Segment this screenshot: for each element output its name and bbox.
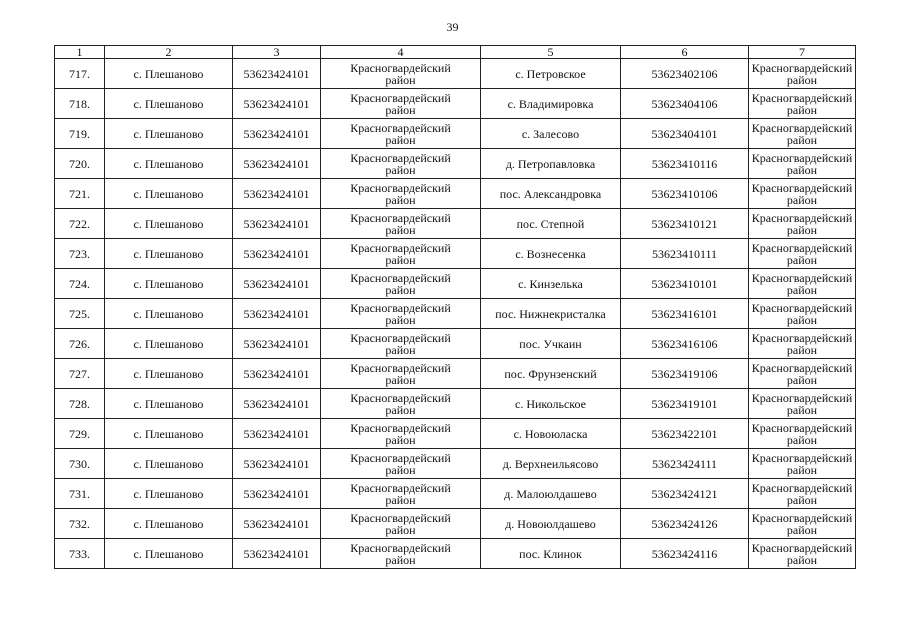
column-number-row — [55, 46, 856, 59]
table-row — [55, 509, 856, 539]
destination-settlement: д. Петропавловка — [481, 149, 621, 179]
origin-oktmo-code: 53623424101 — [233, 239, 321, 269]
destination-district — [749, 509, 856, 539]
destination-district-line: район — [786, 72, 818, 87]
page-number: 39 — [446, 20, 459, 34]
origin-oktmo-code: 53623424101 — [233, 59, 321, 89]
origin-settlement: с. Плешаново — [105, 179, 233, 209]
origin-district-line: Красногвардейский — [350, 240, 451, 255]
origin-district-line: Красногвардейский — [350, 300, 451, 315]
origin-settlement: с. Плешаново — [105, 119, 233, 149]
table-body — [55, 59, 856, 569]
table-row — [55, 59, 856, 89]
origin-district-line: Красногвардейский — [350, 90, 451, 105]
origin-settlement: с. Плешаново — [105, 509, 233, 539]
destination-district-line: Красногвардейский — [751, 180, 853, 195]
origin-oktmo-code: 53623424101 — [233, 149, 321, 179]
destination-district — [749, 89, 856, 119]
destination-district — [749, 239, 856, 269]
destination-district-line: район — [786, 522, 818, 537]
row-number: 720. — [55, 149, 105, 179]
destination-district — [749, 359, 856, 389]
origin-oktmo-code: 53623424101 — [233, 329, 321, 359]
table-row — [55, 539, 856, 569]
origin-district-line: район — [385, 342, 416, 357]
destination-district-line: Красногвардейский — [751, 120, 853, 135]
destination-district — [749, 389, 856, 419]
origin-district-line: район — [385, 222, 416, 237]
origin-district-line: Красногвардейский — [350, 450, 451, 465]
table-row — [55, 329, 856, 359]
destination-settlement: с. Никольское — [481, 389, 621, 419]
row-number: 722. — [55, 209, 105, 239]
destination-settlement: пос. Фрунзенский — [481, 359, 621, 389]
origin-district-line: Красногвардейский — [350, 420, 451, 435]
destination-district-line: район — [786, 492, 818, 507]
settlements-table — [54, 45, 856, 569]
destination-district-line: район — [786, 162, 818, 177]
destination-oktmo-code: 53623424111 — [621, 449, 749, 479]
origin-settlement: с. Плешаново — [105, 209, 233, 239]
row-number: 733. — [55, 539, 105, 569]
origin-oktmo-code: 53623424101 — [233, 209, 321, 239]
table-row — [55, 389, 856, 419]
origin-district — [321, 119, 481, 149]
origin-settlement: с. Плешаново — [105, 359, 233, 389]
origin-oktmo-code: 53623424101 — [233, 269, 321, 299]
origin-settlement: с. Плешаново — [105, 239, 233, 269]
column-header: 7 — [749, 46, 856, 59]
destination-district-line: Красногвардейский — [751, 360, 853, 375]
origin-district-line: Красногвардейский — [350, 150, 451, 165]
origin-oktmo-code: 53623424101 — [233, 179, 321, 209]
origin-oktmo-code: 53623424101 — [233, 389, 321, 419]
destination-district — [749, 119, 856, 149]
origin-district-line: Красногвардейский — [350, 360, 451, 375]
origin-oktmo-code: 53623424101 — [233, 449, 321, 479]
origin-district — [321, 449, 481, 479]
origin-district — [321, 149, 481, 179]
origin-settlement: с. Плешаново — [105, 329, 233, 359]
destination-district-line: район — [786, 102, 818, 117]
destination-district-line: Красногвардейский — [751, 480, 853, 495]
origin-district — [321, 419, 481, 449]
destination-oktmo-code: 53623424121 — [621, 479, 749, 509]
table-row — [55, 89, 856, 119]
destination-district-line: район — [786, 462, 818, 477]
destination-oktmo-code: 53623419106 — [621, 359, 749, 389]
destination-district-line: район — [786, 342, 818, 357]
origin-district-line: Красногвардейский — [350, 480, 451, 495]
destination-district — [749, 479, 856, 509]
destination-settlement: с. Владимировка — [481, 89, 621, 119]
origin-oktmo-code: 53623424101 — [233, 119, 321, 149]
origin-district-line: район — [385, 102, 416, 117]
row-number: 725. — [55, 299, 105, 329]
origin-oktmo-code: 53623424101 — [233, 479, 321, 509]
origin-oktmo-code: 53623424101 — [233, 89, 321, 119]
destination-district — [749, 299, 856, 329]
destination-settlement: д. Новоюлдашево — [481, 509, 621, 539]
destination-district-line: Красногвардейский — [751, 150, 853, 165]
destination-settlement: пос. Александровка — [481, 179, 621, 209]
destination-district-line: район — [786, 222, 818, 237]
table-row — [55, 449, 856, 479]
origin-district-line: район — [385, 312, 416, 327]
destination-oktmo-code: 53623410121 — [621, 209, 749, 239]
origin-oktmo-code: 53623424101 — [233, 509, 321, 539]
destination-district — [749, 149, 856, 179]
origin-settlement: с. Плешаново — [105, 59, 233, 89]
origin-district-line: Красногвардейский — [350, 60, 451, 75]
destination-oktmo-code: 53623410101 — [621, 269, 749, 299]
destination-settlement: с. Петровское — [481, 59, 621, 89]
origin-settlement: с. Плешаново — [105, 539, 233, 569]
destination-oktmo-code: 53623410106 — [621, 179, 749, 209]
origin-district-line: район — [385, 132, 416, 147]
origin-district — [321, 509, 481, 539]
origin-district-line: Красногвардейский — [350, 210, 451, 225]
origin-settlement: с. Плешаново — [105, 389, 233, 419]
destination-settlement: с. Новоюласка — [481, 419, 621, 449]
row-number: 718. — [55, 89, 105, 119]
destination-district — [749, 179, 856, 209]
origin-district-line: район — [385, 402, 416, 417]
destination-district-line: Красногвардейский — [751, 330, 853, 345]
destination-settlement: пос. Учкаин — [481, 329, 621, 359]
origin-oktmo-code: 53623424101 — [233, 539, 321, 569]
table-row — [55, 419, 856, 449]
destination-oktmo-code: 53623416101 — [621, 299, 749, 329]
origin-district — [321, 329, 481, 359]
origin-settlement: с. Плешаново — [105, 269, 233, 299]
destination-district-line: район — [786, 192, 818, 207]
origin-district-line: Красногвардейский — [350, 390, 451, 405]
destination-district — [749, 329, 856, 359]
destination-district-line: район — [786, 252, 818, 267]
origin-district-line: район — [385, 522, 416, 537]
table-row — [55, 119, 856, 149]
destination-district — [749, 209, 856, 239]
origin-oktmo-code: 53623424101 — [233, 359, 321, 389]
destination-oktmo-code: 53623402106 — [621, 59, 749, 89]
table-row — [55, 149, 856, 179]
origin-district — [321, 359, 481, 389]
origin-district-line: район — [385, 252, 416, 267]
row-number: 721. — [55, 179, 105, 209]
origin-oktmo-code: 53623424101 — [233, 299, 321, 329]
destination-district — [749, 539, 856, 569]
origin-district-line: Красногвардейский — [350, 330, 451, 345]
destination-oktmo-code: 53623404106 — [621, 89, 749, 119]
origin-district-line: район — [385, 72, 416, 87]
row-number: 719. — [55, 119, 105, 149]
origin-district-line: район — [385, 162, 416, 177]
origin-district — [321, 269, 481, 299]
destination-district-line: Красногвардейский — [751, 390, 853, 405]
destination-district-line: район — [786, 402, 818, 417]
table-row — [55, 299, 856, 329]
origin-oktmo-code: 53623424101 — [233, 419, 321, 449]
destination-district-line: Красногвардейский — [751, 240, 853, 255]
row-number: 729. — [55, 419, 105, 449]
destination-district-line: Красногвардейский — [751, 420, 853, 435]
table-row — [55, 239, 856, 269]
destination-district — [749, 59, 856, 89]
destination-oktmo-code: 53623410111 — [621, 239, 749, 269]
origin-district-line: район — [385, 192, 416, 207]
destination-settlement: д. Верхнеильясово — [481, 449, 621, 479]
origin-district-line: Красногвардейский — [350, 510, 451, 525]
destination-oktmo-code: 53623404101 — [621, 119, 749, 149]
destination-district-line: Красногвардейский — [751, 270, 853, 285]
destination-settlement: с. Кинзелька — [481, 269, 621, 299]
destination-settlement: пос. Нижнекристалка — [481, 299, 621, 329]
column-header: 6 — [621, 46, 749, 59]
origin-district — [321, 209, 481, 239]
column-header: 5 — [481, 46, 621, 59]
destination-district-line: Красногвардейский — [751, 60, 853, 75]
row-number: 723. — [55, 239, 105, 269]
row-number: 724. — [55, 269, 105, 299]
origin-district-line: район — [385, 282, 416, 297]
origin-district-line: Красногвардейский — [350, 270, 451, 285]
destination-district-line: Красногвардейский — [751, 300, 853, 315]
origin-district — [321, 59, 481, 89]
origin-settlement: с. Плешаново — [105, 89, 233, 119]
origin-settlement: с. Плешаново — [105, 149, 233, 179]
column-header: 2 — [105, 46, 233, 59]
origin-district-line: Красногвардейский — [350, 180, 451, 195]
destination-district-line: Красногвардейский — [751, 510, 853, 525]
destination-settlement: пос. Клинок — [481, 539, 621, 569]
destination-oktmo-code: 53623424116 — [621, 539, 749, 569]
destination-district-line: район — [786, 282, 818, 297]
origin-district-line: район — [385, 372, 416, 387]
destination-district-line: район — [786, 432, 818, 447]
destination-oktmo-code: 53623419101 — [621, 389, 749, 419]
destination-district — [749, 419, 856, 449]
destination-district-line: Красногвардейский — [751, 90, 853, 105]
origin-district — [321, 299, 481, 329]
origin-settlement: с. Плешаново — [105, 479, 233, 509]
destination-settlement: д. Малоюлдашево — [481, 479, 621, 509]
origin-district — [321, 89, 481, 119]
origin-district — [321, 239, 481, 269]
table-row — [55, 479, 856, 509]
destination-settlement: пос. Степной — [481, 209, 621, 239]
origin-settlement: с. Плешаново — [105, 419, 233, 449]
destination-oktmo-code: 53623424126 — [621, 509, 749, 539]
destination-oktmo-code: 53623410116 — [621, 149, 749, 179]
table-row — [55, 359, 856, 389]
destination-district — [749, 449, 856, 479]
row-number: 717. — [55, 59, 105, 89]
origin-settlement: с. Плешаново — [105, 299, 233, 329]
origin-district — [321, 479, 481, 509]
destination-district-line: Красногвардейский — [751, 540, 853, 555]
destination-district-line: район — [786, 372, 818, 387]
row-number: 727. — [55, 359, 105, 389]
destination-district-line: район — [786, 552, 818, 567]
origin-district-line: Красногвардейский — [350, 120, 451, 135]
row-number: 730. — [55, 449, 105, 479]
row-number: 731. — [55, 479, 105, 509]
origin-district-line: район — [385, 552, 416, 567]
origin-district-line: район — [385, 432, 416, 447]
destination-oktmo-code: 53623422101 — [621, 419, 749, 449]
destination-district-line: Красногвардейский — [751, 450, 853, 465]
row-number: 728. — [55, 389, 105, 419]
destination-oktmo-code: 53623416106 — [621, 329, 749, 359]
row-number: 726. — [55, 329, 105, 359]
origin-district — [321, 389, 481, 419]
origin-district-line: Красногвардейский — [350, 540, 451, 555]
column-header: 3 — [233, 46, 321, 59]
origin-district — [321, 539, 481, 569]
destination-district-line: район — [786, 312, 818, 327]
column-header: 1 — [55, 46, 105, 59]
destination-settlement: с. Залесово — [481, 119, 621, 149]
origin-settlement: с. Плешаново — [105, 449, 233, 479]
destination-district-line: Красногвардейский — [751, 210, 853, 225]
destination-settlement: с. Вознесенка — [481, 239, 621, 269]
origin-district — [321, 179, 481, 209]
destination-district-line: район — [786, 132, 818, 147]
column-header: 4 — [321, 46, 481, 59]
table-row — [55, 179, 856, 209]
table-row — [55, 269, 856, 299]
origin-district-line: район — [385, 492, 416, 507]
row-number: 732. — [55, 509, 105, 539]
table-row — [55, 209, 856, 239]
origin-district-line: район — [385, 462, 416, 477]
destination-district — [749, 269, 856, 299]
